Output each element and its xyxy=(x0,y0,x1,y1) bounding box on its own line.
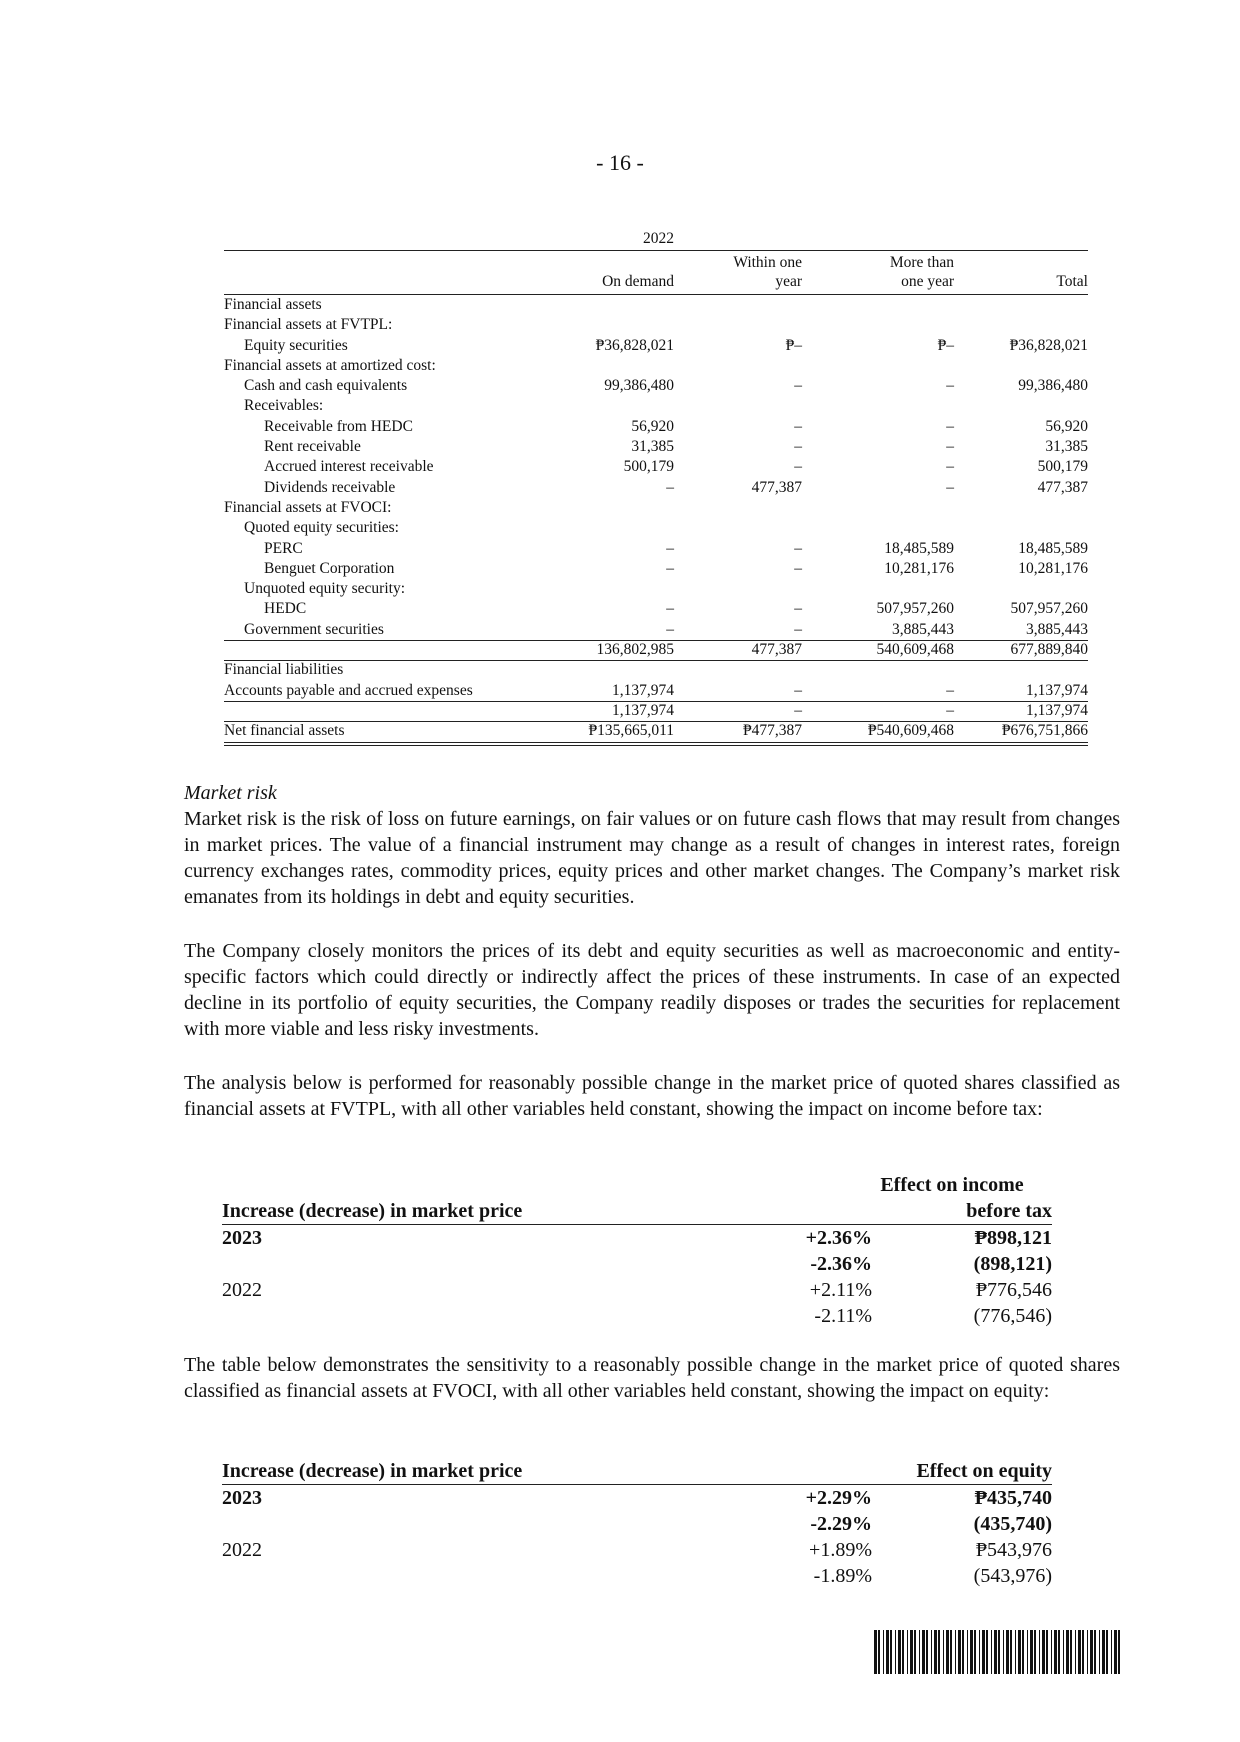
maturity-cell-c4: ₱36,828,021 xyxy=(1009,336,1088,354)
barcode-bar xyxy=(1022,1630,1024,1674)
barcode-bar xyxy=(1046,1630,1048,1674)
barcode-bar xyxy=(883,1630,884,1674)
liabilities-total-within-one-year: – xyxy=(794,701,802,719)
maturity-cell-c1: 31,385 xyxy=(631,438,674,456)
net-financial-assets-row xyxy=(224,721,1088,741)
fvtpl-value: (776,546) xyxy=(973,1305,1052,1327)
page-number: - 16 - xyxy=(596,150,644,175)
barcode-bar xyxy=(1087,1630,1088,1674)
maturity-cell-c3: 507,957,260 xyxy=(876,600,954,618)
maturity-row xyxy=(224,315,1088,335)
barcode-bar xyxy=(886,1630,889,1674)
barcode-bar xyxy=(1018,1630,1021,1674)
barcode-bar xyxy=(943,1630,944,1674)
barcode-bar xyxy=(1063,1630,1064,1674)
barcode-bar xyxy=(890,1630,892,1674)
maturity-cell-c2: – xyxy=(794,559,802,577)
barcode-bar xyxy=(1006,1630,1009,1674)
fvoci-value: ₱435,740 xyxy=(974,1487,1052,1509)
liabilities-total-row xyxy=(224,701,1088,721)
liabilities-heading: Financial liabilities xyxy=(224,661,344,679)
barcode-bar xyxy=(1051,1630,1052,1674)
maturity-row-label: Dividends receivable xyxy=(264,478,396,496)
maturity-cell-c4: 507,957,260 xyxy=(1010,600,1088,618)
maturity-row xyxy=(224,295,1088,315)
barcode-bar xyxy=(998,1630,1000,1674)
barcode-bar xyxy=(931,1630,932,1674)
maturity-row-label: Government securities xyxy=(244,620,384,638)
assets-total-on-demand: 136,802,985 xyxy=(596,641,674,659)
barcode-bar xyxy=(1118,1630,1120,1674)
fvoci-header-row xyxy=(222,1458,1052,1485)
liabilities-total-on-demand: 1,137,974 xyxy=(612,701,674,719)
fvtpl-percent: +2.36% xyxy=(805,1227,872,1249)
barcode-bar xyxy=(1003,1630,1004,1674)
maturity-row-label: Financial assets xyxy=(224,296,322,313)
maturity-cell-c3: – xyxy=(946,377,954,395)
fvoci-row xyxy=(222,1511,1052,1537)
accounts-payable-within-one-year: – xyxy=(794,681,802,699)
maturity-cell-c4: 99,386,480 xyxy=(1018,377,1088,395)
barcode-bar xyxy=(919,1630,920,1674)
barcode-bar xyxy=(934,1630,937,1674)
maturity-cell-c1: ₱36,828,021 xyxy=(595,336,674,354)
maturity-cell-c3: – xyxy=(946,458,954,476)
barcode-bar xyxy=(878,1630,880,1674)
fvoci-percent: +2.29% xyxy=(805,1487,872,1509)
maturity-row-label: HEDC xyxy=(264,600,307,618)
maturity-cell-c1: 500,179 xyxy=(623,458,674,476)
maturity-row xyxy=(224,518,1088,538)
net-on-demand: ₱135,665,011 xyxy=(588,722,674,740)
fvtpl-header-row-1 xyxy=(222,1172,1052,1198)
maturity-row-label: Quoted equity securities: xyxy=(244,519,399,537)
net-more-than-one-year: ₱540,609,468 xyxy=(867,722,954,740)
market-risk-section xyxy=(184,780,1120,910)
fvtpl-value: ₱776,546 xyxy=(975,1279,1052,1301)
fvtpl-value: ₱898,121 xyxy=(974,1227,1052,1249)
barcode-bar xyxy=(1090,1630,1093,1674)
maturity-row xyxy=(224,599,1088,619)
barcode-bar xyxy=(982,1630,985,1674)
fvoci-value: (543,976) xyxy=(973,1565,1052,1587)
maturity-table xyxy=(224,228,1088,742)
maturity-cell-c1: 56,920 xyxy=(631,417,674,435)
fvtpl-year: 2022 xyxy=(222,1279,262,1301)
maturity-cell-c1: – xyxy=(666,620,674,638)
barcode-bar xyxy=(955,1630,956,1674)
header-total: Total xyxy=(1056,273,1088,290)
barcode-bar xyxy=(1066,1630,1069,1674)
barcode-bar xyxy=(967,1630,968,1674)
barcode-bar xyxy=(1030,1630,1033,1674)
fvtpl-row xyxy=(222,1225,1052,1251)
fvoci-effect-header: Effect on equity xyxy=(916,1460,1052,1482)
accounts-payable-total: 1,137,974 xyxy=(1026,681,1088,699)
maturity-row xyxy=(224,498,1088,518)
fvoci-year: 2023 xyxy=(222,1487,262,1509)
maturity-row xyxy=(224,620,1088,640)
maturity-cell-c4: 56,920 xyxy=(1045,417,1088,435)
maturity-cell-c2: – xyxy=(794,539,802,557)
fvtpl-value: (898,121) xyxy=(973,1253,1052,1275)
fvoci-row xyxy=(222,1563,1052,1589)
fvtpl-sensitivity-table xyxy=(222,1172,1052,1329)
header-on-demand: On demand xyxy=(602,273,674,290)
barcode-bar xyxy=(1114,1630,1117,1674)
barcode-bar xyxy=(922,1630,925,1674)
barcode-bar xyxy=(1099,1630,1100,1674)
barcode-bar xyxy=(1039,1630,1040,1674)
net-financial-assets-label: Net financial assets xyxy=(224,722,345,740)
barcode-bar xyxy=(926,1630,928,1674)
fvoci-increase-header: Increase (decrease) in market price xyxy=(222,1460,523,1482)
market-risk-heading: Market risk xyxy=(184,782,277,804)
fvtpl-percent: +2.11% xyxy=(809,1279,872,1301)
maturity-row-label: Receivables: xyxy=(244,397,324,415)
maturity-cell-c1: – xyxy=(666,539,674,557)
fvtpl-table-body xyxy=(222,1225,1052,1329)
maturity-cell-c2: – xyxy=(794,377,802,395)
maturity-cell-c2: – xyxy=(794,620,802,638)
fvoci-value: ₱543,976 xyxy=(975,1539,1052,1561)
maturity-row-label: PERC xyxy=(264,539,303,557)
header-within-one-line1: Within one xyxy=(733,254,802,271)
fvtpl-row xyxy=(222,1251,1052,1277)
barcode-bar xyxy=(970,1630,973,1674)
barcode-bar xyxy=(946,1630,949,1674)
fvtpl-row xyxy=(222,1303,1052,1329)
barcode-bar xyxy=(1111,1630,1112,1674)
maturity-row-label: Equity securities xyxy=(244,336,348,354)
maturity-cell-c4: 500,179 xyxy=(1037,458,1088,476)
maturity-cell-c2: – xyxy=(794,438,802,456)
maturity-cell-c3: 3,885,443 xyxy=(892,620,954,638)
barcode-bar xyxy=(974,1630,976,1674)
fvoci-row xyxy=(222,1537,1052,1563)
fvoci-percent: -1.89% xyxy=(813,1565,872,1587)
barcode-bar xyxy=(986,1630,988,1674)
barcode-bar xyxy=(1106,1630,1108,1674)
header-more-than-line2: one year xyxy=(901,273,954,290)
maturity-cell-c2: – xyxy=(794,600,802,618)
barcode-bar xyxy=(907,1630,908,1674)
barcode-bar xyxy=(991,1630,992,1674)
maturity-cell-c1: – xyxy=(666,559,674,577)
barcode-bar xyxy=(895,1630,896,1674)
maturity-cell-c3: 18,485,589 xyxy=(884,539,954,557)
fvoci-year: 2022 xyxy=(222,1539,262,1561)
barcode-bar xyxy=(1094,1630,1096,1674)
maturity-table-body xyxy=(224,295,1088,640)
maturity-cell-c1: – xyxy=(666,600,674,618)
maturity-cell-c3: – xyxy=(946,478,954,496)
barcode-bar xyxy=(1054,1630,1057,1674)
maturity-cell-c3: – xyxy=(946,417,954,435)
fvtpl-effect-header-line1: Effect on income xyxy=(880,1174,1024,1196)
maturity-row-label: Financial assets at FVTPL: xyxy=(224,316,393,334)
barcode-bar xyxy=(902,1630,904,1674)
assets-total-total: 677,889,840 xyxy=(1010,641,1088,659)
market-risk-paragraph-3: The analysis below is performed for reasonably possible change in the market price of quoted shares classified as financial assets at FVTPL, with all other variables held constant, showing the impact on income before tax: xyxy=(184,1072,1120,1120)
maturity-row xyxy=(224,336,1088,356)
market-risk-paragraph-4: The table below demonstrates the sensitivity to a reasonably possible change in the market price of quoted shares classified as financial assets at FVOCI, with all other variables held constant, showing the impact on equity: xyxy=(184,1354,1120,1402)
maturity-cell-c2: 477,387 xyxy=(751,478,802,496)
barcode-bar xyxy=(958,1630,961,1674)
maturity-cell-c2: ₱– xyxy=(785,336,802,354)
fvtpl-increase-header: Increase (decrease) in market price xyxy=(222,1200,523,1222)
maturity-cell-c4: 31,385 xyxy=(1045,438,1088,456)
maturity-row-label: Benguet Corporation xyxy=(264,559,395,577)
market-risk-paragraph-1: Market risk is the risk of loss on future earnings, on fair values or on future cash flows that may result from changes in market prices. The value of a financial instrument may change as a result of changes in interest rates, foreign currency exchanges rates, commodity prices, equity prices and other market changes. The Company’s market risk emanates from its holdings in debt and equity securities. xyxy=(184,808,1120,908)
assets-total-row xyxy=(224,640,1088,660)
maturity-row xyxy=(224,457,1088,477)
maturity-cell-c2: – xyxy=(794,417,802,435)
barcode-bar xyxy=(1070,1630,1072,1674)
barcode-bar xyxy=(910,1630,913,1674)
maturity-cell-c4: 477,387 xyxy=(1037,478,1088,496)
barcode-bar xyxy=(1034,1630,1036,1674)
barcode-bar xyxy=(898,1630,901,1674)
fvoci-percent: -2.29% xyxy=(810,1513,872,1535)
maturity-row xyxy=(224,376,1088,396)
fvoci-table-body xyxy=(222,1485,1052,1589)
barcode-bar xyxy=(979,1630,980,1674)
barcode-bar xyxy=(1082,1630,1084,1674)
liabilities-total-total: 1,137,974 xyxy=(1026,701,1088,719)
maturity-row-label: Cash and cash equivalents xyxy=(244,377,408,395)
maturity-row xyxy=(224,396,1088,416)
fvoci-sensitivity-table xyxy=(222,1458,1052,1589)
maturity-cell-c4: 18,485,589 xyxy=(1018,539,1088,557)
maturity-cell-c3: 10,281,176 xyxy=(884,559,954,577)
fvoci-percent: +1.89% xyxy=(809,1539,872,1561)
barcode-bar xyxy=(1027,1630,1028,1674)
net-within-one-year: ₱477,387 xyxy=(743,722,802,740)
maturity-row xyxy=(224,539,1088,559)
fvoci-value: (435,740) xyxy=(973,1513,1052,1535)
maturity-cell-c4: 10,281,176 xyxy=(1018,559,1088,577)
maturity-cell-c2: – xyxy=(794,458,802,476)
barcode-bar xyxy=(1058,1630,1060,1674)
maturity-row-label: Accrued interest receivable xyxy=(264,458,434,476)
barcode-bar xyxy=(1010,1630,1012,1674)
barcode-bar xyxy=(874,1630,877,1674)
maturity-row xyxy=(224,559,1088,579)
maturity-row-label: Rent receivable xyxy=(264,438,361,456)
maturity-cell-c3: – xyxy=(946,438,954,456)
fvtpl-header-row-2 xyxy=(222,1198,1052,1225)
liabilities-total-more-than-one-year: – xyxy=(946,701,954,719)
barcode-bar xyxy=(1102,1630,1105,1674)
barcode-bar xyxy=(994,1630,997,1674)
liabilities-heading-row xyxy=(224,660,1088,680)
fvtpl-row xyxy=(222,1277,1052,1303)
accounts-payable-label: Accounts payable and accrued expenses xyxy=(224,681,473,699)
maturity-table-header xyxy=(224,228,1088,295)
barcode-bar xyxy=(914,1630,916,1674)
header-more-than-line1: More than xyxy=(889,254,954,271)
maturity-row-label: Receivable from HEDC xyxy=(264,417,413,435)
accounts-payable-on-demand: 1,137,974 xyxy=(612,681,674,699)
barcode-bar xyxy=(950,1630,952,1674)
maturity-row xyxy=(224,579,1088,599)
year-rule xyxy=(224,250,1088,251)
year-label: 2022 xyxy=(643,230,674,247)
barcode-bar xyxy=(1042,1630,1045,1674)
maturity-row-label: Unquoted equity security: xyxy=(244,580,405,598)
fvtpl-year: 2023 xyxy=(222,1227,262,1249)
fvoci-row xyxy=(222,1485,1052,1511)
assets-total-more-than-one-year: 540,609,468 xyxy=(876,641,954,659)
maturity-row-label: Financial assets at amortized cost: xyxy=(224,356,436,374)
accounts-payable-row xyxy=(224,681,1088,701)
fvtpl-percent: -2.11% xyxy=(814,1305,872,1327)
assets-total-within-one-year: 477,387 xyxy=(751,641,802,659)
maturity-row xyxy=(224,417,1088,437)
header-within-one-line2: year xyxy=(775,273,802,290)
barcode-image xyxy=(874,1630,1124,1674)
maturity-cell-c4: 3,885,443 xyxy=(1026,620,1088,638)
maturity-cell-c1: 99,386,480 xyxy=(604,377,674,395)
maturity-row xyxy=(224,437,1088,457)
maturity-row xyxy=(224,478,1088,498)
market-risk-paragraph-2: The Company closely monitors the prices of its debt and equity securities as well as macroeconomic and entity-specific factors which could directly or indirectly affect the prices of these instruments. In case of an expected decline in its portfolio of equity securities, the Company readily disposes or trades the securities for replacement with more viable and less risky investments. xyxy=(184,940,1120,1040)
accounts-payable-more-than-one-year: – xyxy=(946,681,954,699)
barcode-bar xyxy=(938,1630,940,1674)
maturity-row-label: Financial assets at FVOCI: xyxy=(224,498,392,516)
barcode-bar xyxy=(962,1630,964,1674)
maturity-cell-c1: – xyxy=(666,478,674,496)
net-total: ₱676,751,866 xyxy=(1001,722,1088,740)
barcode-bar xyxy=(1075,1630,1076,1674)
maturity-row xyxy=(224,356,1088,376)
fvtpl-effect-header-line2: before tax xyxy=(966,1200,1052,1222)
barcode-bar xyxy=(1015,1630,1016,1674)
barcode-bar xyxy=(1078,1630,1081,1674)
maturity-cell-c3: ₱– xyxy=(937,336,954,354)
fvtpl-percent: -2.36% xyxy=(810,1253,872,1275)
